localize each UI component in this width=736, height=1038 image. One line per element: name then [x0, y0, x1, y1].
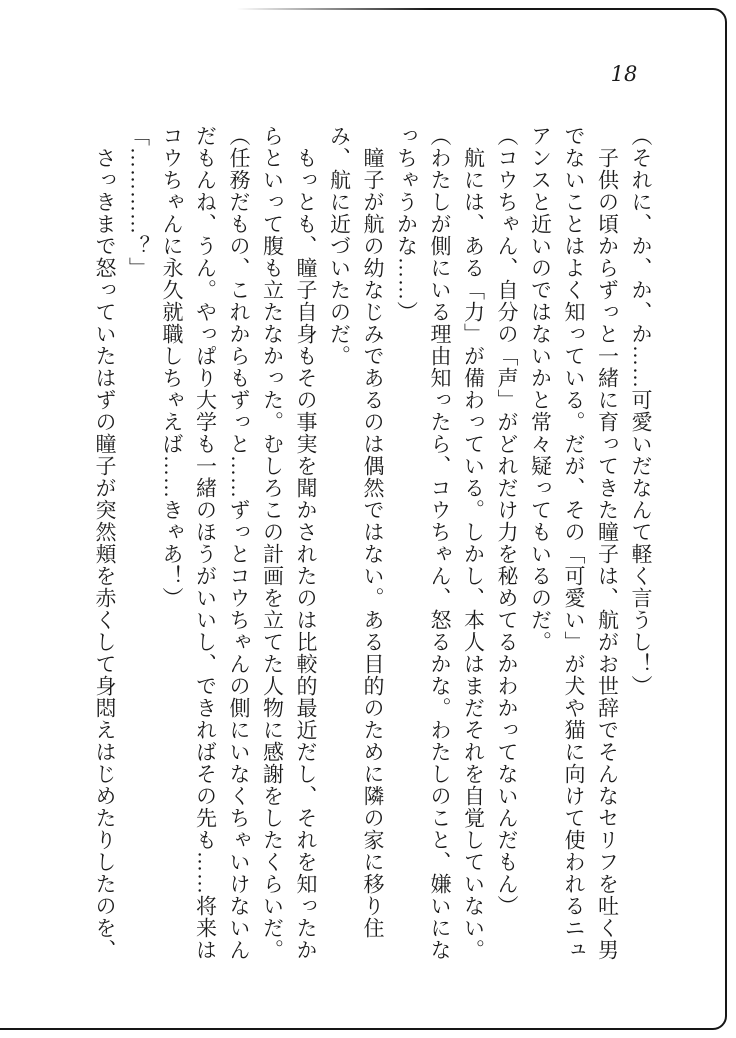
- paragraph: 航には、ある「力」が備わっている。しかし、本人はまだそれを自覚していない。: [461, 147, 486, 961]
- border-fade-overlay: [0, 4, 430, 16]
- paragraph: （それに、か、か、か……可愛いだなんて軽く言うし！）: [629, 125, 653, 697]
- page-number: 18: [610, 62, 638, 86]
- paragraph: もっとも、瞳子自身もその事実を聞かされたのは比較的最近だし、それを知ったからといって腹も立たなかった。むしろこの計画を立てた人物に感謝をしたくらいだ。: [260, 125, 318, 961]
- paragraph: さっきまで怒っていたはずの瞳子が突然頬を赤くして身悶えはじめたりしたのを、: [93, 147, 117, 961]
- paragraph: （任務だもの、これからもずっと……ずっとコウちゃんの側にいなくちゃいけないんだもんね、うん。やっぱり大学も一緒のほうがいいし、できればその先も……将来はコウちゃんに永久就職しちゃえば……きゃあ！）: [160, 125, 251, 961]
- paragraph: 子供の頃からずっと一緒に育ってきた瞳子は、航がお世辞でそんなセリフを吐く男でないことはよく知っている。だが、その「可愛い」が犬や猫に向けて使われるニュアンスと近いのではないかと常々疑ってもいるのだ。: [528, 125, 620, 961]
- paragraph: 「…………？」: [126, 125, 151, 279]
- vertical-text-block: [77, 125, 657, 963]
- paragraph: （コウちゃん、自分の「声」がどれだけ力を秘めてるかわかってないんだもん）: [495, 125, 519, 917]
- paragraph: 瞳子が航の幼なじみであるのは偶然ではない。ある目的のために隣の家に移り住み、航に近づいたのだ。: [327, 125, 385, 939]
- paragraph: （わたしが側にいる理由知ったら、コウちゃん、怒るかな。わたしのこと、嫌いになっちゃうかな……）: [394, 125, 452, 961]
